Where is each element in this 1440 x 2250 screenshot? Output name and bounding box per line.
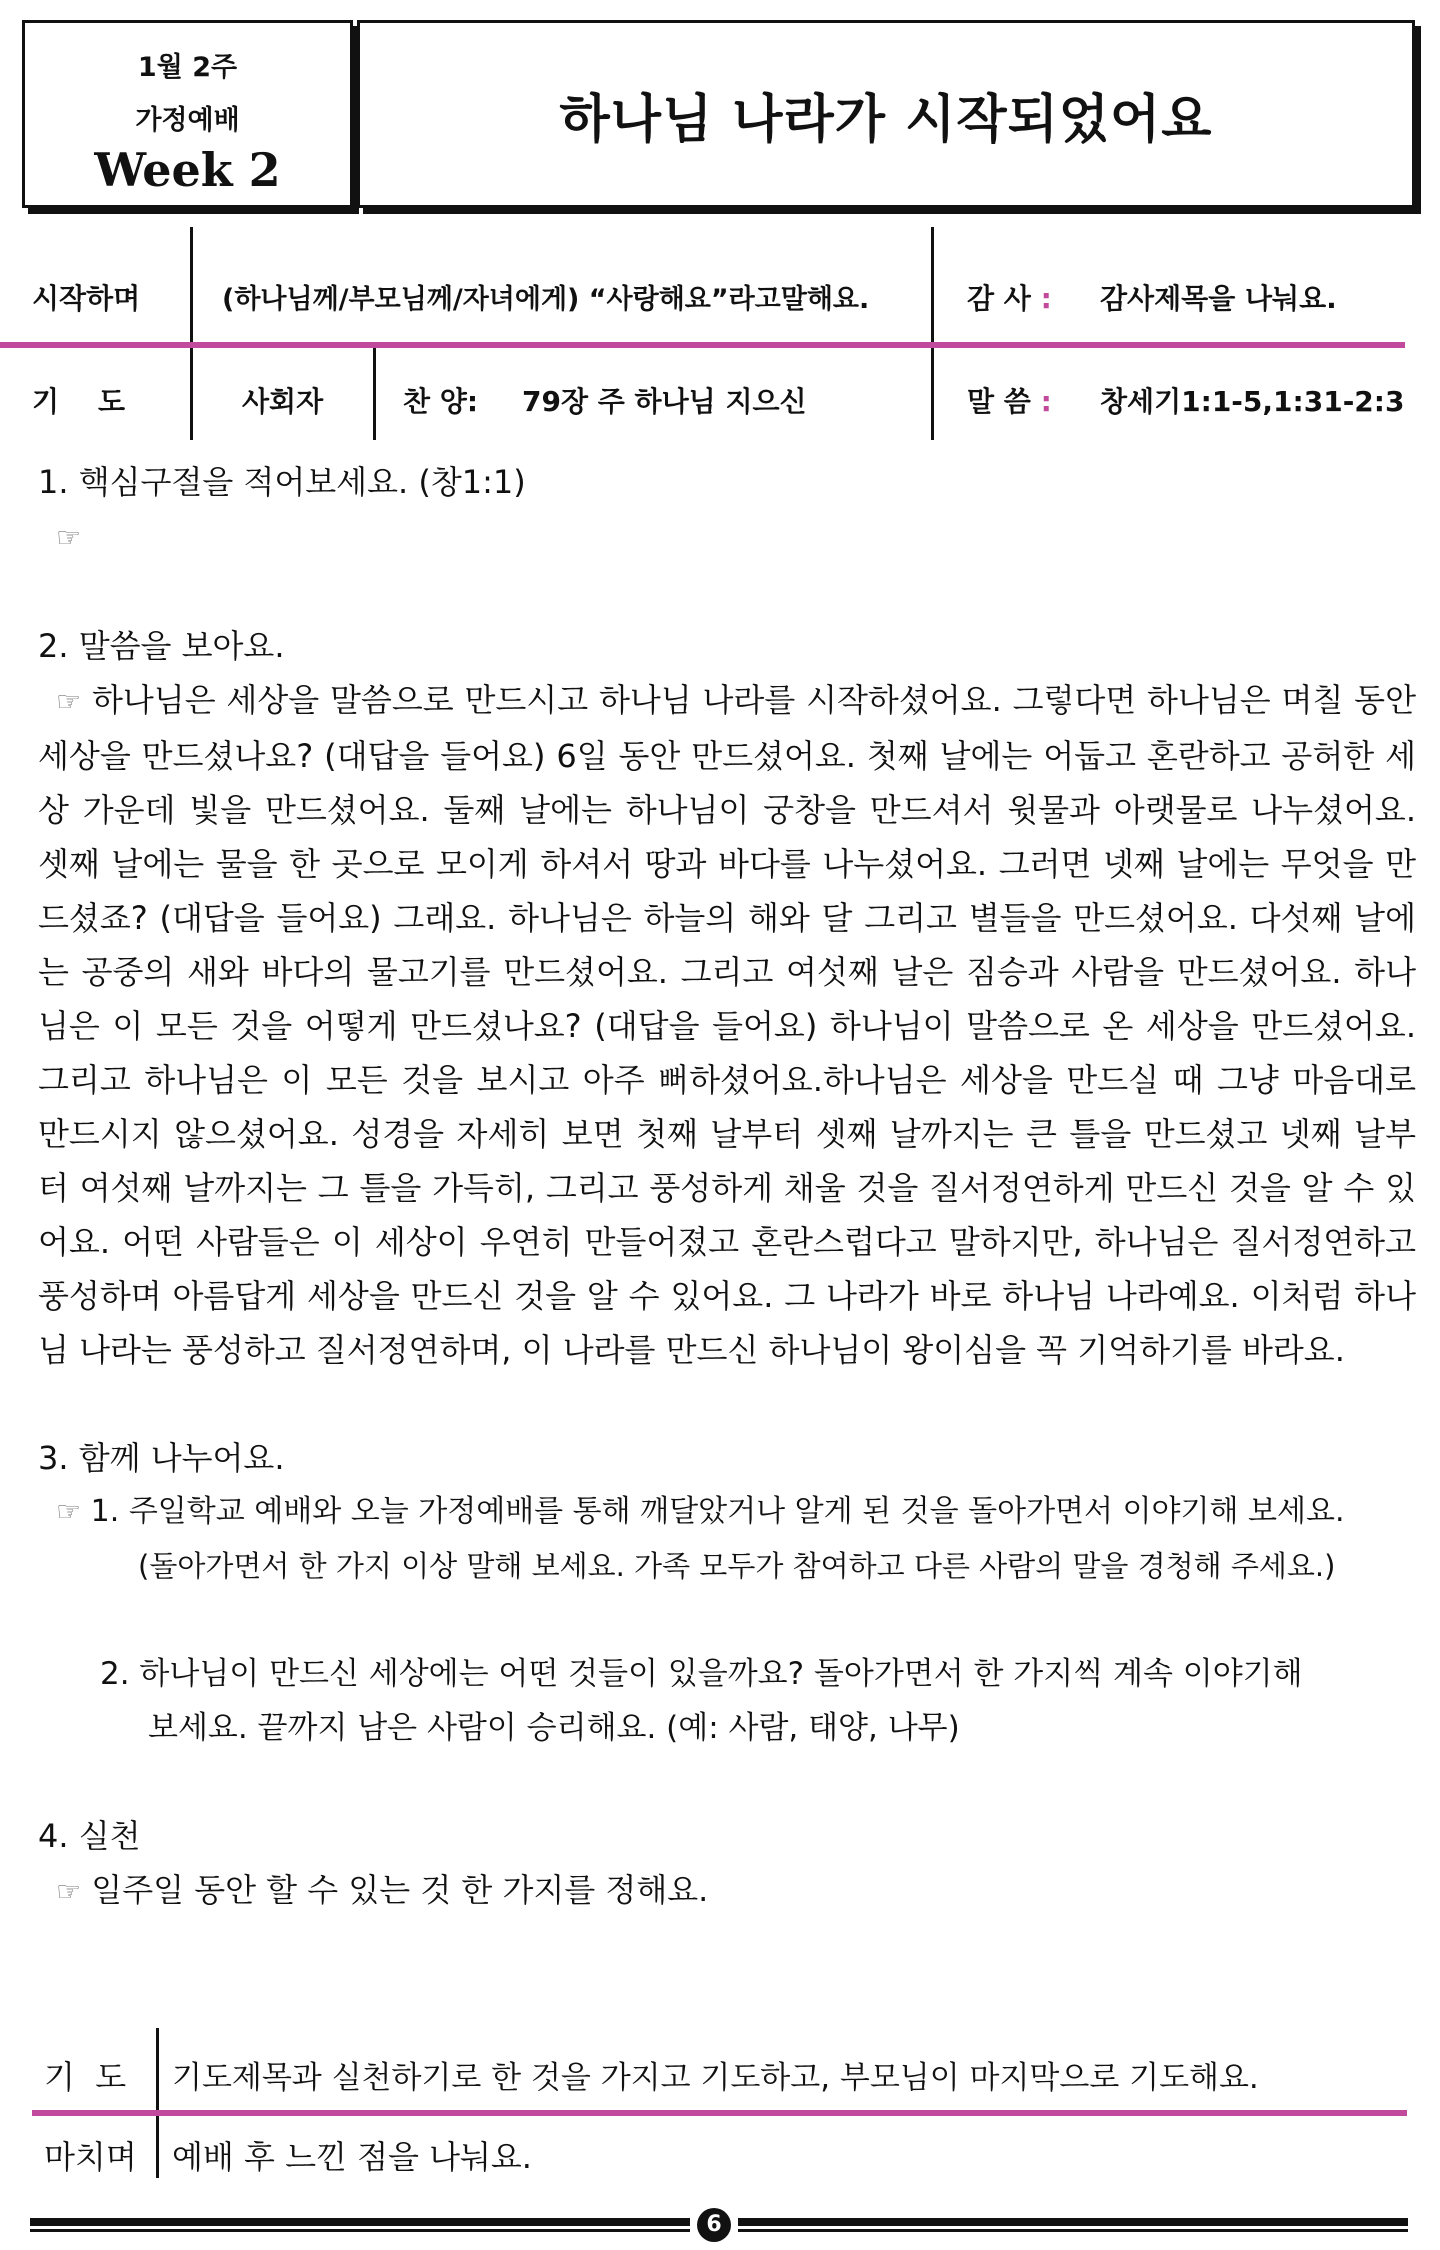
footer-rule xyxy=(738,2218,1408,2226)
table-divider xyxy=(156,2028,159,2178)
page-number: 6 xyxy=(697,2208,731,2242)
week-label: Week 2 xyxy=(94,143,281,197)
table-divider xyxy=(931,227,934,440)
pointing-hand-icon: ☞ xyxy=(56,1495,82,1528)
title-box xyxy=(357,20,1415,208)
closing-prayer-label: 기 도 xyxy=(44,2058,127,2096)
pointing-hand-icon: ☞ xyxy=(56,685,82,718)
hymn-text: 79장 주 하나님 지으신 xyxy=(522,385,807,418)
week-box xyxy=(22,20,353,208)
row-separator xyxy=(0,342,1405,348)
lesson-body xyxy=(38,455,1416,1919)
prayer-label: 기 도 xyxy=(32,385,126,418)
worship-category: 가정예배 xyxy=(135,105,240,136)
hymn-label: 찬 양: xyxy=(403,385,479,418)
table-divider xyxy=(190,227,193,440)
closing-end-text: 예배 후 느낀 점을 나눠요. xyxy=(172,2138,532,2176)
page-title: 하나님 나라가 시작되었어요 xyxy=(559,89,1213,150)
section-3-title: 3. 함께 나누어요. xyxy=(38,1439,285,1477)
section-2-body: ☞ 하나님은 세상을 말씀으로 만드시고 하나님 나라를 시작하셨어요. 그렇다면 하나님은 며칠 동안 세상을 만드셨나요? (대답을 들어요) 6일 동안 만드셨어요. 첫째 날에는 어둡고 혼란하고 공허한 세상 가운데 빛을 만드셨어요. 둘째 날에는 하나님이 궁창을 만드셔서 윗물과 아랫물로 나누셨어요. 셋째 날에는 물을 한 곳으로 모이게 하셔서 땅과 바다를 나누셨어요. 그러면 넷째 날에는 무엇을 만드셨죠? (대답을 들어요) 그래요. 하나님은 하늘의 해와 달 그리고 별들을 만드셨어요. 다섯째 날에는 공중의 새와 바다의 물고기를 만드셨어요. 그리고 여섯째 날은 짐승과 사람을 만드셨어요. 하나님은 이 모든 것을 어떻게 만드셨나요? (대답을 들어요) 하나님이 말씀으로 온 세상을 만드셨어요. 그리고 하나님은 이 모든 것을 보시고 아주 뻐하셨어요.하나님은 세상을 만드실 때 그냥 마음대로 만드시지 않으셨어요. 성경을 자세히 보면 첫째 날부터 셋째 날까지는 큰 틀을 만드셨고 넷째 날부터 여섯째 날까지는 그 틀을 가득히, 그리고 풍성하게 채울 것을 질서정연하게 만드신 것을 알 수 있어요. 어떤 사람들은 이 세상이 우연히 만들어졌고 혼란스럽다고 말하지만, 하나님은 질서정연하고 풍성하며 아름답게 세상을 만드신 것을 알 수 있어요. 그 나라가 바로 하나님 나라예요. 이처럼 하나님 나라는 풍성하고 질서정연하며, 이 나라를 만드신 하나님이 왕이심을 꼭 기억하기를 바라요. xyxy=(38,681,1417,1369)
section-4-title: 4. 실천 xyxy=(38,1817,141,1855)
table-divider xyxy=(373,343,376,440)
section-1-title: 1. 핵심구절을 적어보세요. (창1:1) xyxy=(38,463,526,501)
footer-rule xyxy=(30,2229,690,2232)
start-label: 시작하며 xyxy=(32,282,141,315)
word-text: 창세기1:1-5,1:31-2:3 xyxy=(1100,385,1405,418)
closing-prayer-text: 기도제목과 실천하기로 한 것을 가지고 기도하고, 부모님이 마지막으로 기도해요. xyxy=(172,2060,1259,2096)
footer-rule xyxy=(30,2218,690,2226)
word-label: 말 씀 : xyxy=(967,385,1052,418)
closing-end-label: 마치며 xyxy=(44,2138,137,2176)
share-question-1: ☞ 1. 주일학교 예배와 오늘 가정예배를 통해 깨달았거나 알게 된 것을 돌아가면서 이야기해 보세요. xyxy=(56,1494,1345,1529)
share-question-2: 2. 하나님이 만드신 세상에는 어떤 것들이 있을까요? 돌아가면서 한 가지씩 계속 이야기해 xyxy=(100,1656,1303,1692)
section-2-title: 2. 말씀을 보아요. xyxy=(38,627,285,665)
row-separator xyxy=(32,2110,1407,2116)
share-question-2-cont: 보세요. 끝까지 남은 사람이 승리해요. (예: 사람, 태양, 나무) xyxy=(148,1710,960,1746)
thanks-text: 감사제목을 나눠요. xyxy=(1100,282,1337,315)
thanks-label: 감 사 : xyxy=(967,282,1052,315)
start-text: (하나님께/부모님께/자녀에게) “사랑해요”라고말해요. xyxy=(222,284,870,315)
section-4-body: ☞ 일주일 동안 할 수 있는 것 한 가지를 정해요. xyxy=(56,1871,709,1909)
pointing-hand-icon: ☞ xyxy=(56,1875,82,1908)
pointing-hand-icon: ☞ xyxy=(56,521,82,554)
footer-rule xyxy=(738,2229,1408,2232)
week-date: 1월 2주 xyxy=(137,52,238,83)
order-table xyxy=(0,225,1440,440)
share-question-1-note: (돌아가면서 한 가지 이상 말해 보세요. 가족 모두가 참여하고 다른 사람의 말을 경청해 주세요.) xyxy=(138,1549,1336,1583)
answer-line xyxy=(38,509,1416,565)
closing-table xyxy=(32,2028,1407,2178)
moderator-label: 사회자 xyxy=(242,385,324,418)
